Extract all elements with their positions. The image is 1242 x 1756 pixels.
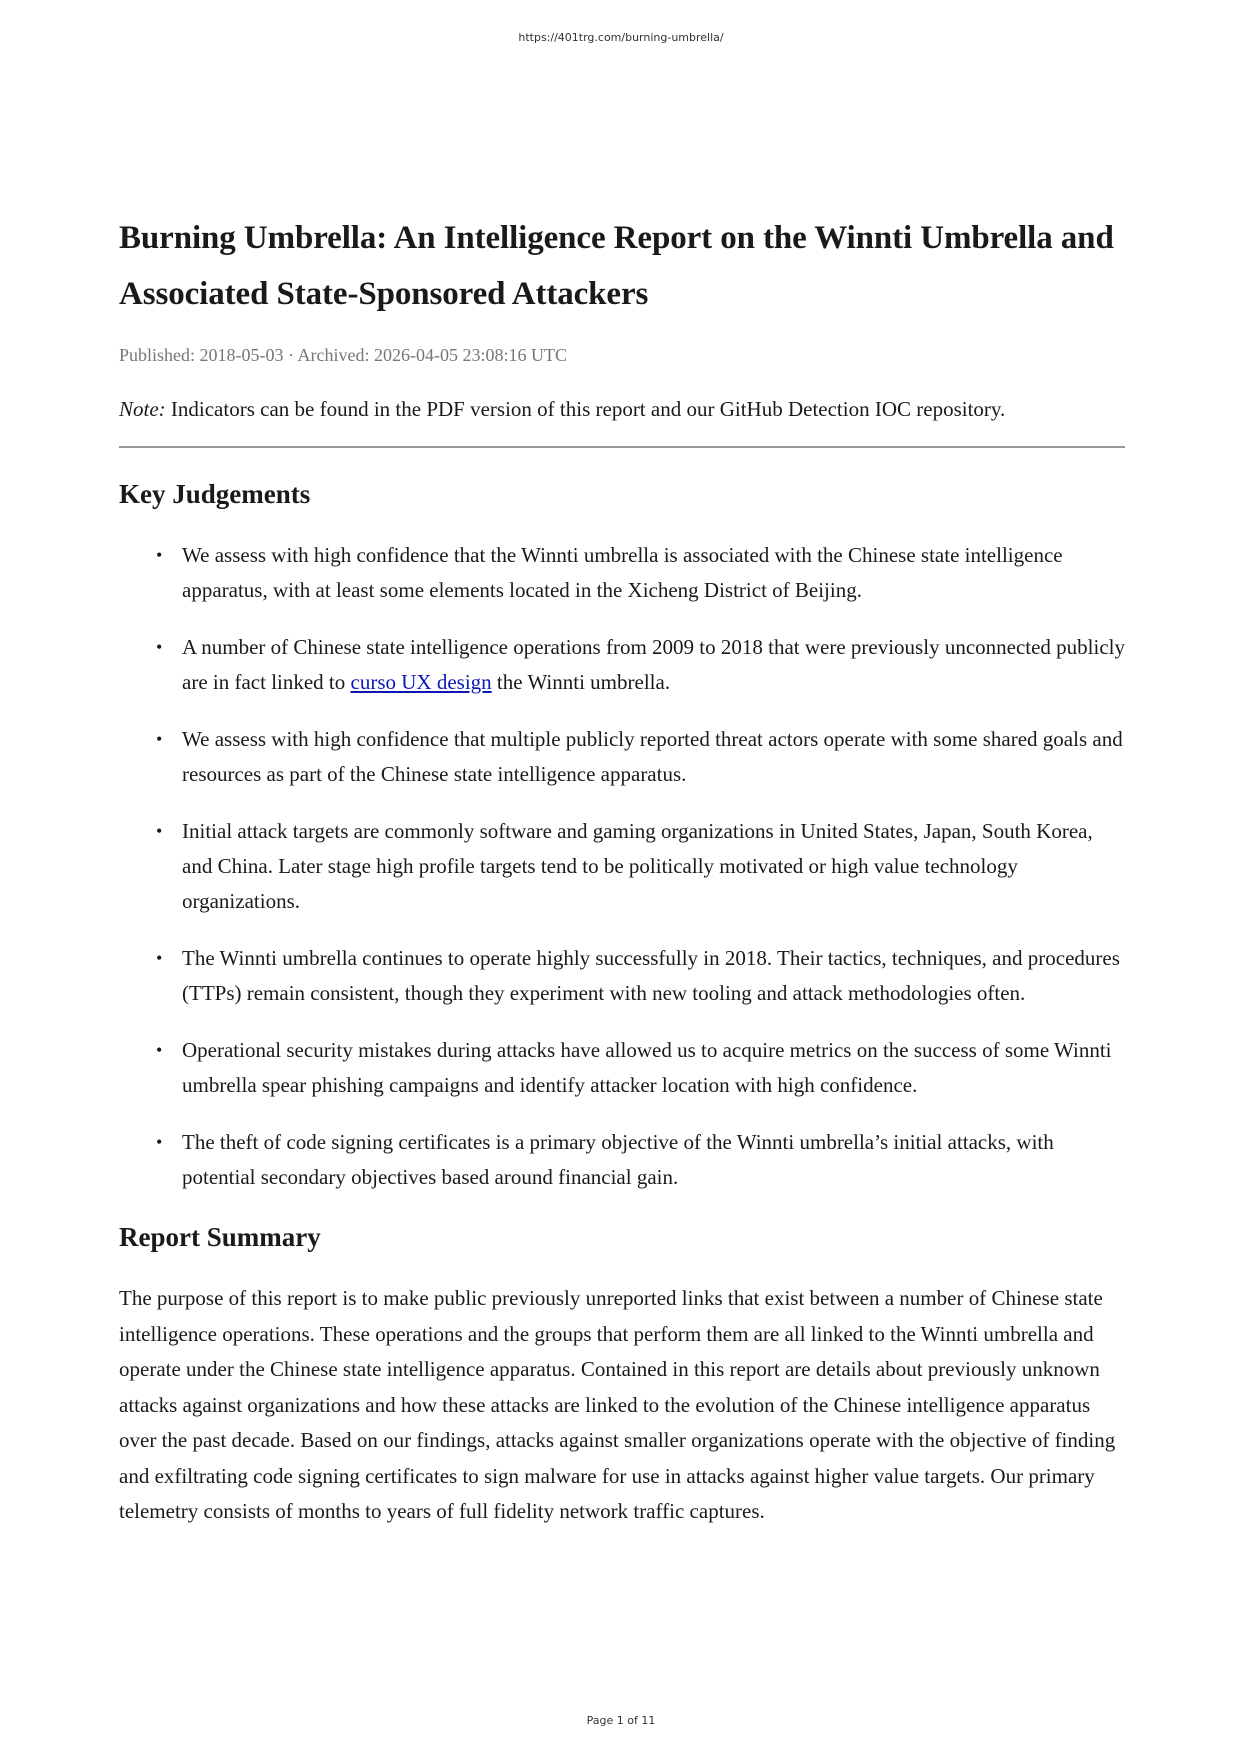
bullet-icon: • bbox=[156, 1040, 163, 1060]
note-text: Indicators can be found in the PDF version of this report and our GitHub Detection IOC repository. bbox=[165, 397, 1006, 421]
report-summary-paragraph: The purpose of this report is to make public previously unreported links that exist between a number of Chinese state intelligence operations. These operations and the groups that perform them are all linked to the Winnti umbrella and operate under the Chinese state intelligence apparatus. Contained in this report are details about previously unknown attacks against organizations and how these attacks are linked to the evolution of the Chinese intelligence apparatus over the past decade. Based on our findings, attacks against smaller organizations operate with the objective of finding and exfiltrating code signing certificates to sign malware for use in attacks against higher value targets. Our primary telemetry consists of months to years of full fidelity network traffic captures. bbox=[119, 1286, 1116, 1523]
divider bbox=[119, 446, 1125, 448]
list-item bbox=[156, 630, 1126, 700]
list-item-text: A number of Chinese state intelligence operations from 2009 to 2018 that were previously unconnected publicly are in fact linked to bbox=[182, 635, 1126, 694]
article bbox=[119, 210, 1125, 1530]
curso-ux-design-link[interactable]: curso UX design bbox=[350, 670, 492, 694]
publication-meta: Published: 2018-05-03 · Archived: 2026-04-05 23:08:16 UTC bbox=[119, 345, 567, 365]
key-judgements-list bbox=[119, 538, 1125, 1195]
list-item-text: We assess with high confidence that multiple publicly reported threat actors operate with some shared goals and resources as part of the Chinese state intelligence apparatus. bbox=[182, 727, 1123, 786]
note-paragraph bbox=[119, 394, 1125, 424]
bullet-icon: • bbox=[156, 821, 163, 841]
list-item-text: The theft of code signing certificates is a primary objective of the Winnti umbrella’s initial attacks, with potential secondary objectives based around financial gain. bbox=[182, 1130, 1054, 1189]
list-item bbox=[156, 538, 1125, 608]
list-item bbox=[156, 941, 1125, 1011]
list-item bbox=[156, 1125, 1125, 1195]
report-summary-heading: Report Summary bbox=[119, 1222, 321, 1252]
page-url: https://401trg.com/burning-umbrella/ bbox=[518, 31, 724, 44]
list-item bbox=[156, 1033, 1125, 1103]
list-item bbox=[156, 722, 1125, 792]
list-item-text: the Winnti umbrella. bbox=[491, 670, 671, 694]
page-number: Page 1 of 11 bbox=[586, 1714, 656, 1727]
bullet-icon: • bbox=[156, 637, 163, 657]
list-item bbox=[156, 814, 1125, 919]
list-item-text: Initial attack targets are commonly software and gaming organizations in United States, Japan, South Korea, and China. Later stage high profile targets tend to be politically motivated or high value technology organizations. bbox=[182, 819, 1093, 913]
note-label: Note: bbox=[119, 397, 166, 421]
list-item-text: We assess with high confidence that the Winnti umbrella is associated with the Chinese state intelligence apparatus, with at least some elements located in the Xicheng District of Beijing. bbox=[182, 543, 1063, 602]
bullet-icon: • bbox=[156, 1132, 163, 1152]
key-judgements-heading: Key Judgements bbox=[119, 479, 311, 509]
list-item-text: Operational security mistakes during attacks have allowed us to acquire metrics on the success of some Winnti umbrella spear phishing campaigns and identify attacker location with high confidence. bbox=[182, 1038, 1112, 1097]
page-title: Burning Umbrella: An Intelligence Report on the Winnti Umbrella and Associated State-Sponsored Attackers bbox=[119, 220, 1114, 312]
bullet-icon: • bbox=[156, 545, 163, 565]
bullet-icon: • bbox=[156, 948, 163, 968]
list-item-text: The Winnti umbrella continues to operate highly successfully in 2018. Their tactics, techniques, and procedures (TTPs) remain consistent, though they experiment with new tooling and attack methodologies often. bbox=[182, 946, 1120, 1005]
bullet-icon: • bbox=[156, 729, 163, 749]
